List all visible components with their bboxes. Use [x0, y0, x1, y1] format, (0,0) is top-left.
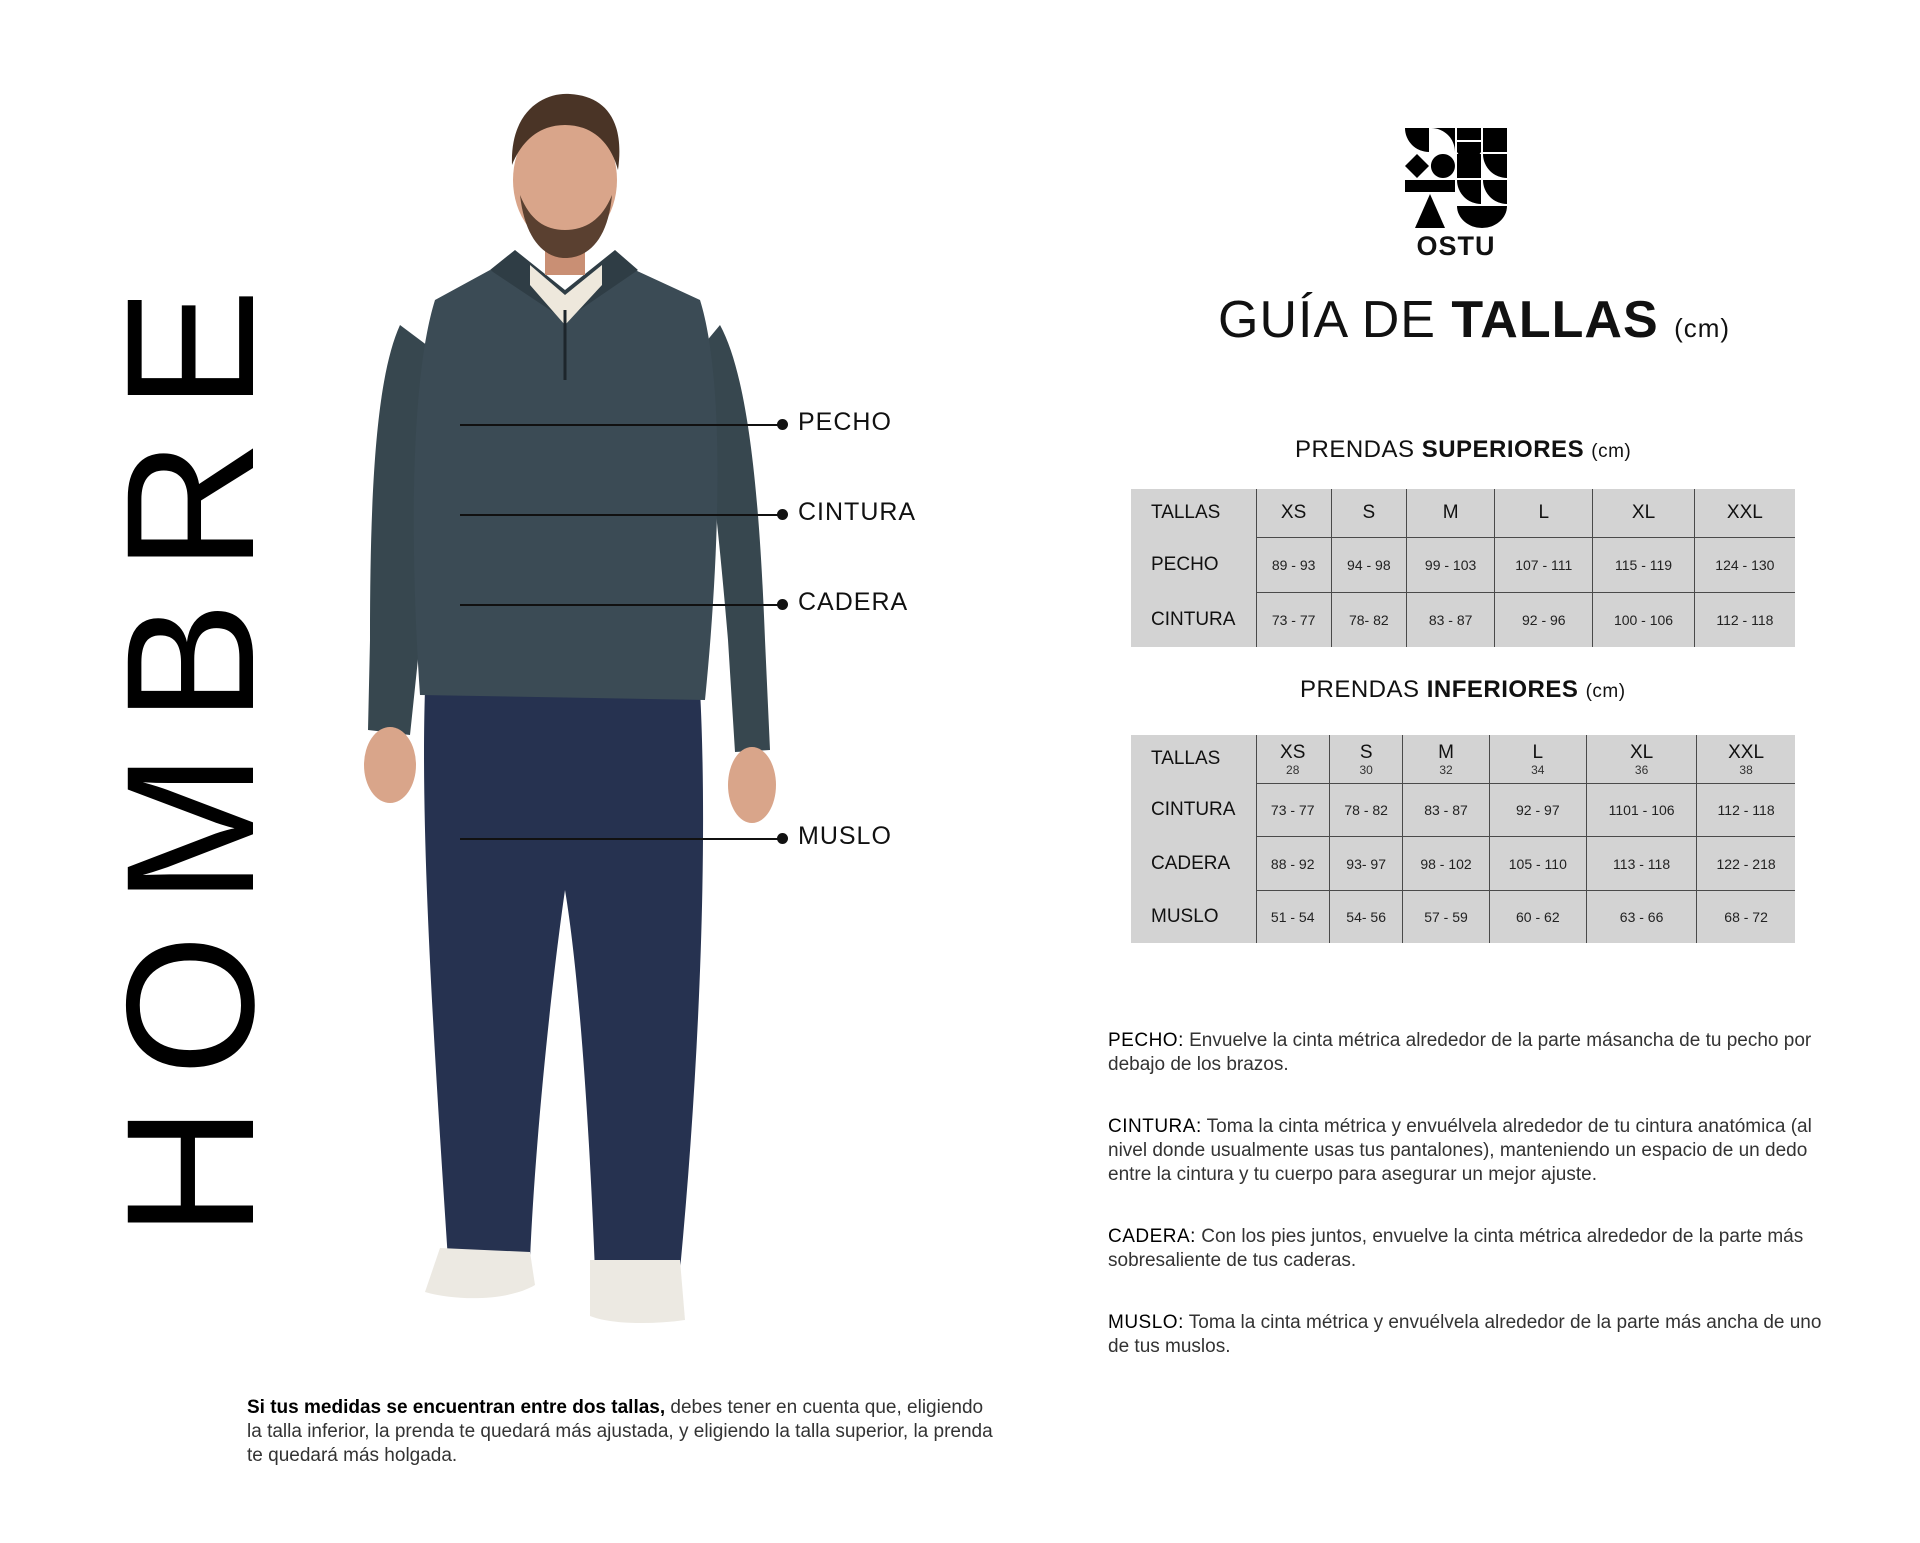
lower-size-s	[1329, 735, 1402, 783]
measure-dot-pecho	[777, 419, 788, 430]
upper-size-m: M	[1406, 489, 1494, 537]
table-cell: 99 - 103	[1406, 537, 1494, 593]
table-cell: 112 - 118	[1694, 593, 1795, 647]
size-number: 38	[1739, 762, 1753, 777]
lower-title-light: PRENDAS	[1300, 676, 1427, 703]
lower-title-unit: (cm)	[1585, 681, 1626, 702]
table-cell: 100 - 106	[1593, 593, 1695, 647]
row-label: CADERA	[1151, 852, 1231, 874]
lower-size-l	[1489, 735, 1586, 783]
size-number: 30	[1359, 762, 1373, 777]
table-cell: 73 - 77	[1256, 593, 1331, 647]
table-cell: 94 - 98	[1331, 537, 1406, 593]
upper-header-row	[1131, 489, 1795, 537]
measure-line-pecho	[460, 424, 782, 426]
size-letter: XXL	[1728, 741, 1765, 763]
footnote-text: debes tener en cuenta que, eligiendo la talla inferior, la prenda te quedará más ajustada, y eligiendo la talla superior, la prenda te quedará más holgada.	[247, 1397, 993, 1466]
table-cell: 92 - 96	[1495, 593, 1593, 647]
size-letter: XS	[1280, 741, 1306, 763]
size-letter: XL	[1629, 741, 1654, 763]
page-title	[1218, 290, 1730, 350]
instruction-text: Con los pies juntos, envuelve la cinta métrica alrededor de la parte más sobresaliente de tus caderas.	[1108, 1226, 1804, 1271]
lower-section-title	[1300, 676, 1626, 704]
logo-mark-icon	[1405, 128, 1507, 228]
side-label-hombre: HOMBRE	[88, 258, 292, 1238]
measure-dot-muslo	[777, 833, 788, 844]
table-cell: 105 - 110	[1489, 837, 1586, 891]
instruction-term: MUSLO:	[1108, 1312, 1184, 1333]
table-cell: 73 - 77	[1256, 783, 1329, 837]
table-cell: 83 - 87	[1403, 783, 1489, 837]
table-cell: 113 - 118	[1587, 837, 1697, 891]
table-cell: 98 - 102	[1403, 837, 1489, 891]
table-cell: 54- 56	[1329, 890, 1402, 943]
title-unit: (cm)	[1674, 313, 1731, 343]
table-row	[1131, 537, 1795, 593]
table-cell: 51 - 54	[1256, 890, 1329, 943]
measure-dot-cadera	[777, 599, 788, 610]
row-label: CINTURA	[1151, 609, 1236, 631]
row-label: PECHO	[1151, 553, 1219, 575]
table-cell: 63 - 66	[1587, 890, 1697, 943]
table-row	[1131, 890, 1795, 943]
upper-size-table	[1131, 489, 1795, 647]
brand-name: OSTU	[1416, 231, 1496, 261]
lower-title-bold: INFERIORES	[1426, 676, 1579, 703]
instruction-pecho	[1108, 1029, 1833, 1077]
instruction-cadera	[1108, 1225, 1833, 1273]
measure-label-muslo: MUSLO	[798, 822, 892, 850]
table-cell: 107 - 111	[1495, 537, 1593, 593]
table-cell: 93- 97	[1329, 837, 1402, 891]
table-cell: 92 - 97	[1489, 783, 1586, 837]
brand-logo	[1405, 128, 1507, 260]
instruction-term: PECHO:	[1108, 1030, 1184, 1051]
size-number: 36	[1634, 762, 1649, 777]
lower-header-label: TALLAS	[1151, 747, 1221, 769]
table-cell: 57 - 59	[1403, 890, 1489, 943]
measure-line-muslo	[460, 838, 782, 840]
size-footnote	[247, 1396, 997, 1468]
table-cell: 122 - 218	[1697, 837, 1795, 891]
measure-line-cintura	[460, 514, 782, 516]
table-cell: 83 - 87	[1406, 593, 1494, 647]
upper-size-xl: XL	[1593, 489, 1695, 537]
lower-size-xs	[1256, 735, 1329, 783]
size-letter: M	[1438, 741, 1454, 763]
instruction-term: CADERA:	[1108, 1226, 1196, 1247]
upper-section-title	[1295, 436, 1631, 464]
instruction-cintura	[1108, 1115, 1833, 1187]
instruction-term: CINTURA:	[1108, 1116, 1202, 1137]
upper-size-s: S	[1331, 489, 1406, 537]
size-letter: L	[1532, 741, 1544, 763]
measure-label-cintura: CINTURA	[798, 498, 917, 526]
measure-line-cadera	[460, 604, 782, 606]
upper-size-xxl: XXL	[1694, 489, 1795, 537]
table-cell: 89 - 93	[1256, 537, 1331, 593]
size-letter: S	[1359, 741, 1373, 763]
measure-label-pecho: PECHO	[798, 408, 892, 436]
table-row	[1131, 837, 1795, 891]
upper-title-light: PRENDAS	[1295, 436, 1422, 463]
table-cell: 60 - 62	[1489, 890, 1586, 943]
table-cell: 124 - 130	[1694, 537, 1795, 593]
lower-header-row	[1131, 735, 1795, 783]
measure-label-cadera: CADERA	[798, 588, 909, 616]
instruction-text: Toma la cinta métrica y envuélvela alrededor de la parte más ancha de uno de tus muslos.	[1108, 1312, 1822, 1357]
lower-size-m	[1403, 735, 1489, 783]
upper-size-l: L	[1495, 489, 1593, 537]
row-label: CINTURA	[1151, 798, 1236, 820]
table-cell: 112 - 118	[1697, 783, 1795, 837]
footnote-bold: Si tus medidas se encuentran entre dos tallas,	[247, 1397, 666, 1418]
table-row	[1131, 593, 1795, 647]
lower-size-table	[1131, 735, 1795, 943]
instruction-text: Envuelve la cinta métrica alrededor de la parte másancha de tu pecho por debajo de los brazos.	[1108, 1030, 1812, 1075]
table-cell: 78 - 82	[1329, 783, 1402, 837]
table-cell: 88 - 92	[1256, 837, 1329, 891]
table-cell: 115 - 119	[1593, 537, 1695, 593]
upper-title-bold: SUPERIORES	[1421, 436, 1585, 463]
table-cell: 1101 - 106	[1587, 783, 1697, 837]
upper-size-xs: XS	[1256, 489, 1331, 537]
model-figure	[340, 80, 800, 1350]
table-row	[1131, 783, 1795, 837]
upper-header-label: TALLAS	[1151, 501, 1221, 523]
table-cell: 68 - 72	[1697, 890, 1795, 943]
instruction-muslo	[1108, 1311, 1833, 1359]
upper-title-unit: (cm)	[1591, 441, 1632, 462]
size-number: 34	[1531, 762, 1545, 777]
size-number: 32	[1439, 762, 1453, 777]
row-label: MUSLO	[1151, 905, 1219, 927]
lower-size-xl	[1587, 735, 1697, 783]
title-bold: TALLAS	[1451, 291, 1659, 349]
size-number: 28	[1286, 762, 1300, 777]
lower-size-xxl	[1697, 735, 1795, 783]
title-light: GUÍA DE	[1218, 291, 1452, 349]
instruction-text: Toma la cinta métrica y envuélvela alrededor de tu cintura anatómica (al nivel donde usualmente usas tus pantalones), manteniendo un espacio de un dedo entre la cintura y tu cuerpo para asegurar un mejor ajuste.	[1108, 1116, 1812, 1185]
measure-dot-cintura	[777, 509, 788, 520]
table-cell: 78- 82	[1331, 593, 1406, 647]
